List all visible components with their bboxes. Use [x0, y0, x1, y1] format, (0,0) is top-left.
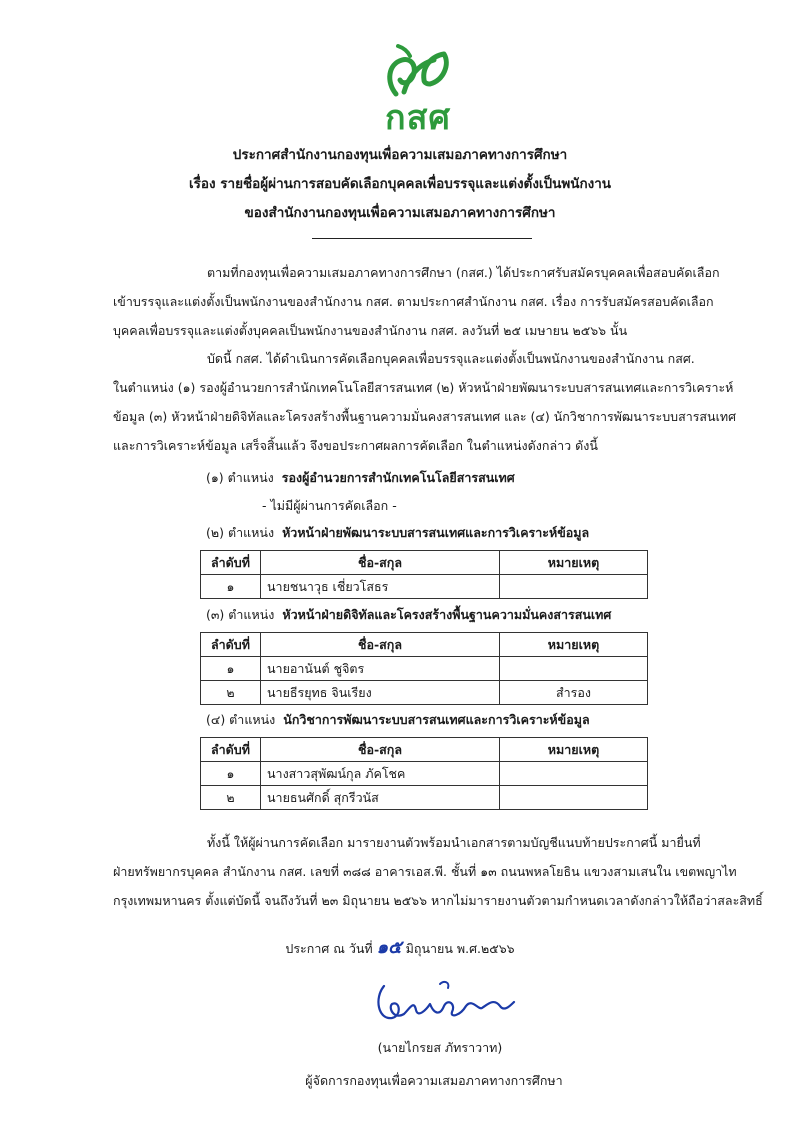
col-header-name: ชื่อ-สกุล: [261, 633, 500, 657]
paragraph-line: ตามที่กองทุนเพื่อความเสมอภาคทางการศึกษา (กสศ.) ได้ประกาศรับสมัครบุคคลเพื่อสอบคัดเลือก: [207, 265, 720, 280]
eef-logo: [368, 42, 468, 138]
handwritten-signature: [370, 976, 520, 1030]
cell-name: นางสาวสุพัฒน์กุล ภัคโชค: [261, 762, 500, 786]
position-3-table: [200, 632, 648, 705]
header-line-1: ประกาศสำนักงานกองทุนเพื่อความเสมอภาคทางการศึกษา: [232, 147, 568, 163]
header-line-2: เรื่อง รายชื่อผู้ผ่านการสอบคัดเลือกบุคคลเพื่อบรรจุและแต่งตั้งเป็นพนักงาน: [188, 176, 612, 192]
paragraph-line: ทั้งนี้ ให้ผู้ผ่านการคัดเลือก มารายงานตัวพร้อมนำเอกสารตามบัญชีแนบท้ายประกาศนี้ มายื่นที่: [207, 835, 701, 850]
position-number: (๔) ตำแหน่ง: [206, 712, 276, 727]
announcement-day: ๑๕: [376, 937, 402, 958]
table-row: [201, 681, 648, 705]
announcement-suffix: มิถุนายน พ.ศ.๒๕๖๖: [405, 941, 515, 956]
signer-title: ผู้จัดการกองทุนเพื่อความเสมอภาคทางการศึกษา: [305, 1073, 563, 1088]
col-header-no: ลำดับที่: [201, 551, 261, 575]
paragraph-result: [113, 344, 737, 460]
logo-wordmark: กสศ: [385, 98, 451, 138]
position-3-heading: [206, 604, 611, 626]
cell-name: นายชนาวุธ เชี่ยวโสธร: [261, 575, 500, 599]
paragraph-line: บัดนี้ กสศ. ได้ดำเนินการคัดเลือกบุคคลเพื่อบรรจุและแต่งตั้งเป็นพนักงานของสำนักงาน กสศ.: [207, 351, 695, 366]
table-row: [201, 657, 648, 681]
paragraph-line: ฝ่ายทรัพยากรบุคคล สำนักงาน กสศ. เลขที่ ๓๘๘ อาคารเอส.พี. ชั้นที่ ๑๓ ถนนพหลโยธิน แขวงสามเสนใน เขตพญาไท: [113, 864, 737, 879]
table-header-row: [201, 738, 648, 762]
position-title: หัวหน้าฝ่ายดิจิทัลและโครงสร้างพื้นฐานความมั่นคงสารสนเทศ: [282, 607, 612, 622]
position-number: (๓) ตำแหน่ง: [206, 607, 275, 622]
position-4-heading: [206, 709, 590, 731]
cell-no: ๑: [201, 575, 261, 599]
position-number: (๑) ตำแหน่ง: [206, 470, 274, 485]
cell-note: [500, 786, 648, 810]
header-divider: [312, 238, 532, 239]
cell-note: [500, 762, 648, 786]
position-title: นักวิชาการพัฒนาระบบสารสนเทศและการวิเคราะห์ข้อมูล: [283, 712, 590, 727]
paragraph-line: ข้อมูล (๓) หัวหน้าฝ่ายดิจิทัลและโครงสร้างพื้นฐานความมั่นคงสารสนเทศ และ (๔) นักวิชาการพัฒนาระบบสารสนเทศ: [113, 409, 737, 424]
cell-no: ๑: [201, 657, 261, 681]
paragraph-line: กรุงเทพมหานคร ตั้งแต่บัดนี้ จนถึงวันที่ ๒๓ มิถุนายน ๒๕๖๖ หากไม่มารายงานตัวตามกำหนดเวลาดังกล่าวให้ถือว่าสละสิทธิ์: [113, 893, 763, 908]
announcement-date: [0, 937, 800, 960]
position-title: รองผู้อำนวยการสำนักเทคโนโลยีสารสนเทศ: [281, 470, 515, 485]
signer-name: (นายไกรยส ภัทราวาท): [377, 1040, 503, 1055]
position-1-heading: [206, 467, 515, 489]
announcement-prefix: ประกาศ ณ วันที่: [285, 941, 373, 956]
table-row: [201, 786, 648, 810]
cell-note: [500, 657, 648, 681]
cell-no: ๑: [201, 762, 261, 786]
document-header: [0, 141, 800, 228]
col-header-name: ชื่อ-สกุล: [261, 551, 500, 575]
cell-note: [500, 575, 648, 599]
position-number: (๒) ตำแหน่ง: [206, 525, 275, 540]
cell-name: นายอานันต์ ชูจิตร: [261, 657, 500, 681]
col-header-note: หมายเหตุ: [500, 738, 648, 762]
table-row: [201, 575, 648, 599]
col-header-name: ชื่อ-สกุล: [261, 738, 500, 762]
col-header-note: หมายเหตุ: [500, 633, 648, 657]
position-2-table: [200, 550, 648, 599]
leaf-icon: [382, 42, 454, 98]
position-4-table: [200, 737, 648, 810]
table-row: [201, 762, 648, 786]
cell-name: นายธีรยุทธ จินเรียง: [261, 681, 500, 705]
paragraph-line: ในตำแหน่ง (๑) รองผู้อำนวยการสำนักเทคโนโลยีสารสนเทศ (๒) หัวหน้าฝ่ายพัฒนาระบบสารสนเทศและการวิเคราะห์: [113, 380, 734, 395]
col-header-note: หมายเหตุ: [500, 551, 648, 575]
position-2-heading: [206, 522, 589, 544]
paragraph-line: และการวิเคราะห์ข้อมูล เสร็จสิ้นแล้ว จึงขอประกาศผลการคัดเลือก ในตำแหน่งดังกล่าว ดังนี้: [113, 438, 598, 453]
header-line-3: ของสำนักงานกองทุนเพื่อความเสมอภาคทางการศึกษา: [244, 205, 556, 221]
cell-name: นายธนศักดิ์ สุกรีวนัส: [261, 786, 500, 810]
paragraph-report: [113, 828, 763, 915]
cell-no: ๒: [201, 681, 261, 705]
cell-no: ๒: [201, 786, 261, 810]
table-header-row: [201, 551, 648, 575]
table-header-row: [201, 633, 648, 657]
no-candidate-note: - ไม่มีผู้ผ่านการคัดเลือก -: [262, 498, 397, 513]
paragraph-line: เข้าบรรจุและแต่งตั้งเป็นพนักงานของสำนักงาน กสศ. ตามประกาศสำนักงาน กสศ. เรื่อง การรับสมัครสอบคัดเลือก: [113, 294, 714, 309]
cell-note: สำรอง: [500, 681, 648, 705]
paragraph-line: บุคคลเพื่อบรรจุและแต่งตั้งบุคคลเป็นพนักงานของสำนักงาน กสศ. ลงวันที่ ๒๕ เมษายน ๒๕๖๖ นั้น: [113, 323, 628, 338]
col-header-no: ลำดับที่: [201, 738, 261, 762]
col-header-no: ลำดับที่: [201, 633, 261, 657]
paragraph-intro: [113, 258, 733, 345]
position-title: หัวหน้าฝ่ายพัฒนาระบบสารสนเทศและการวิเคราะห์ข้อมูล: [282, 525, 590, 540]
